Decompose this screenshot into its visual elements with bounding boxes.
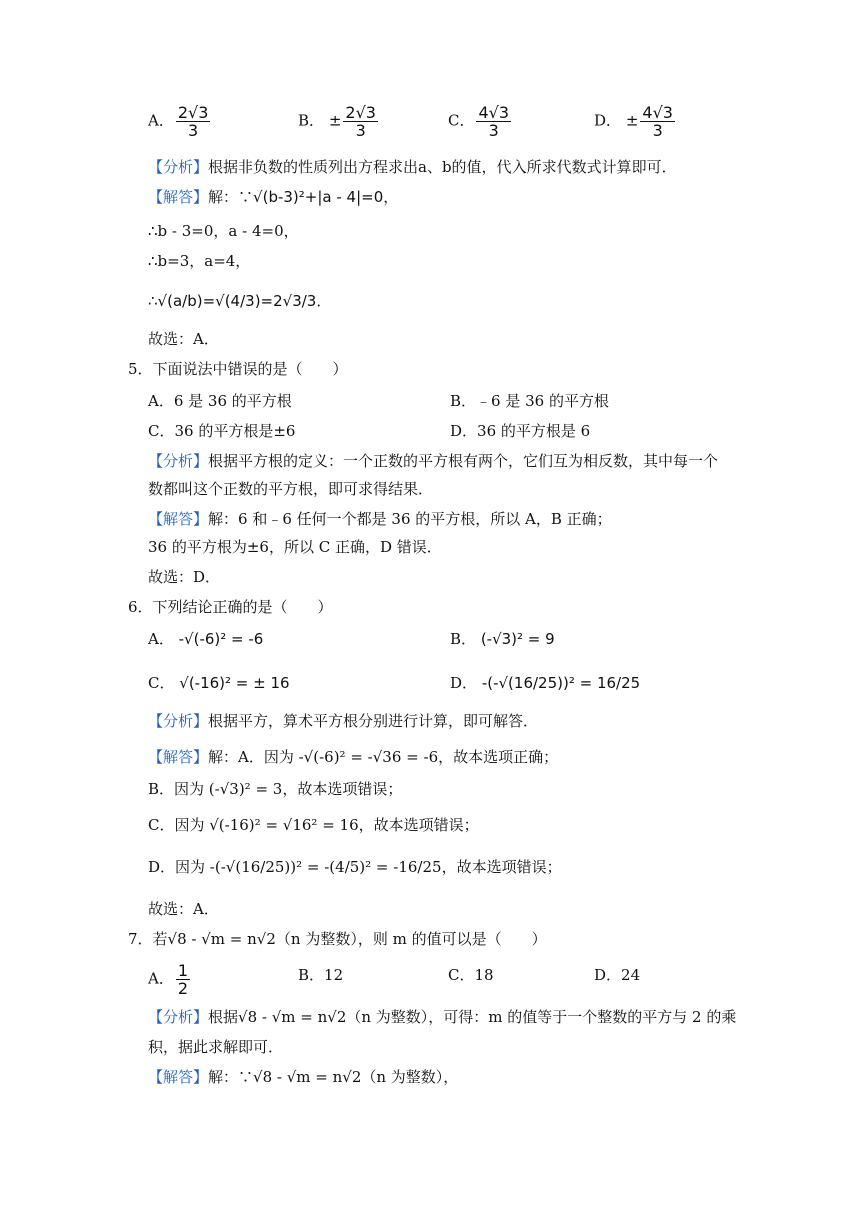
- q4-option-d: D． ± $\frac{4√3}{3}$: [594, 103, 673, 140]
- q5-answer-cont: 36 的平方根为±6，所以 C 正确，D 错误．: [148, 538, 442, 556]
- q4-step-3: ∴√(a/b)=√(4/3)=2√3/3．: [148, 292, 332, 310]
- q4-option-b: B． ± $\frac{2√3}{3}$: [298, 103, 376, 140]
- q6-analysis: 【分析】根据平方，算术平方根分别进行计算，即可解答．: [148, 712, 539, 730]
- q4-step-1: ∴b - 3=0，a - 4=0，: [148, 222, 299, 240]
- q6-answer-d: D．因为 -(-√(16/25))² = -(4/5)² = -16/25，故本选项错误；: [148, 858, 562, 876]
- q7-option-c: C．18: [448, 966, 494, 984]
- q5-analysis: 【分析】根据平方根的定义：一个正数的平方根有两个，它们互为相反数，其中每一个: [148, 452, 719, 470]
- q5-stem: 5．下面说法中错误的是（ ）: [128, 360, 348, 378]
- q4-option-a: A． $\frac{2√3}{3}$: [148, 103, 209, 140]
- q7-answer: 【解答】解：∵√8 - √m = n√2（n 为整数），: [148, 1068, 459, 1086]
- q6-answer-a: 【解答】解：A．因为 -√(-6)² = -√36 = -6，故本选项正确；: [148, 748, 559, 766]
- analysis-tag: 【分析】: [148, 452, 209, 470]
- q4-option-c: C． $\frac{4√3}{3}$: [448, 103, 510, 140]
- q5-analysis-cont: 数都叫这个正数的平方根，即可求得结果．: [148, 480, 434, 498]
- q7-option-d: D．24: [594, 966, 641, 984]
- q6-option-c: C． √(-16)² = ± 16: [148, 674, 290, 692]
- q7-option-a: A． $\frac{1}{2}$: [148, 961, 189, 998]
- q6-stem: 6．下列结论正确的是（ ）: [128, 598, 333, 616]
- q4-answer: 【解答】解：∵√(b-3)²+|a - 4|=0，: [148, 188, 399, 206]
- answer-tag: 【解答】: [148, 188, 209, 206]
- analysis-tag: 【分析】: [148, 1008, 209, 1026]
- q6-answer-c: C．因为 √(-16)² = √16² = 16，故本选项错误；: [148, 816, 479, 834]
- q7-option-b: B．12: [298, 966, 344, 984]
- q5-option-b: B．﹣6 是 36 的平方根: [450, 392, 609, 410]
- q7-stem: 7．若√8 - √m = n√2（n 为整数），则 m 的值可以是（ ）: [128, 930, 547, 948]
- analysis-tag: 【分析】: [148, 712, 209, 730]
- q6-answer-b: B．因为 (-√3)² = 3，故本选项错误；: [148, 780, 403, 798]
- q7-analysis-cont: 积，据此求解即可．: [148, 1038, 284, 1056]
- q6-option-d: D． -(-√(16/25))² = 16/25: [450, 674, 641, 692]
- q5-choice: 故选：D．: [148, 568, 221, 586]
- q5-answer: 【解答】解：6 和﹣6 任何一个都是 36 的平方根，所以 A，B 正确；: [148, 510, 612, 528]
- q6-option-a: A． -√(-6)² = -6: [148, 630, 264, 648]
- q5-option-c: C．36 的平方根是±6: [148, 422, 296, 440]
- q6-choice: 故选：A．: [148, 900, 219, 918]
- answer-tag: 【解答】: [148, 510, 209, 528]
- q4-step-2: ∴b=3，a=4，: [148, 252, 251, 270]
- answer-tag: 【解答】: [148, 1068, 209, 1086]
- q7-analysis: 【分析】根据√8 - √m = n√2（n 为整数），可得：m 的值等于一个整数的平方与 2 的乘: [148, 1008, 737, 1026]
- q4-choice: 故选：A．: [148, 330, 219, 348]
- answer-tag: 【解答】: [148, 748, 209, 766]
- analysis-tag: 【分析】: [148, 158, 209, 176]
- q5-option-a: A．6 是 36 的平方根: [148, 392, 292, 410]
- q5-option-d: D．36 的平方根是 6: [450, 422, 591, 440]
- q4-analysis: 【分析】根据非负数的性质列出方程求出a、b的值，代入所求代数式计算即可．: [148, 158, 677, 176]
- q6-option-b: B． (-√3)² = 9: [450, 630, 555, 648]
